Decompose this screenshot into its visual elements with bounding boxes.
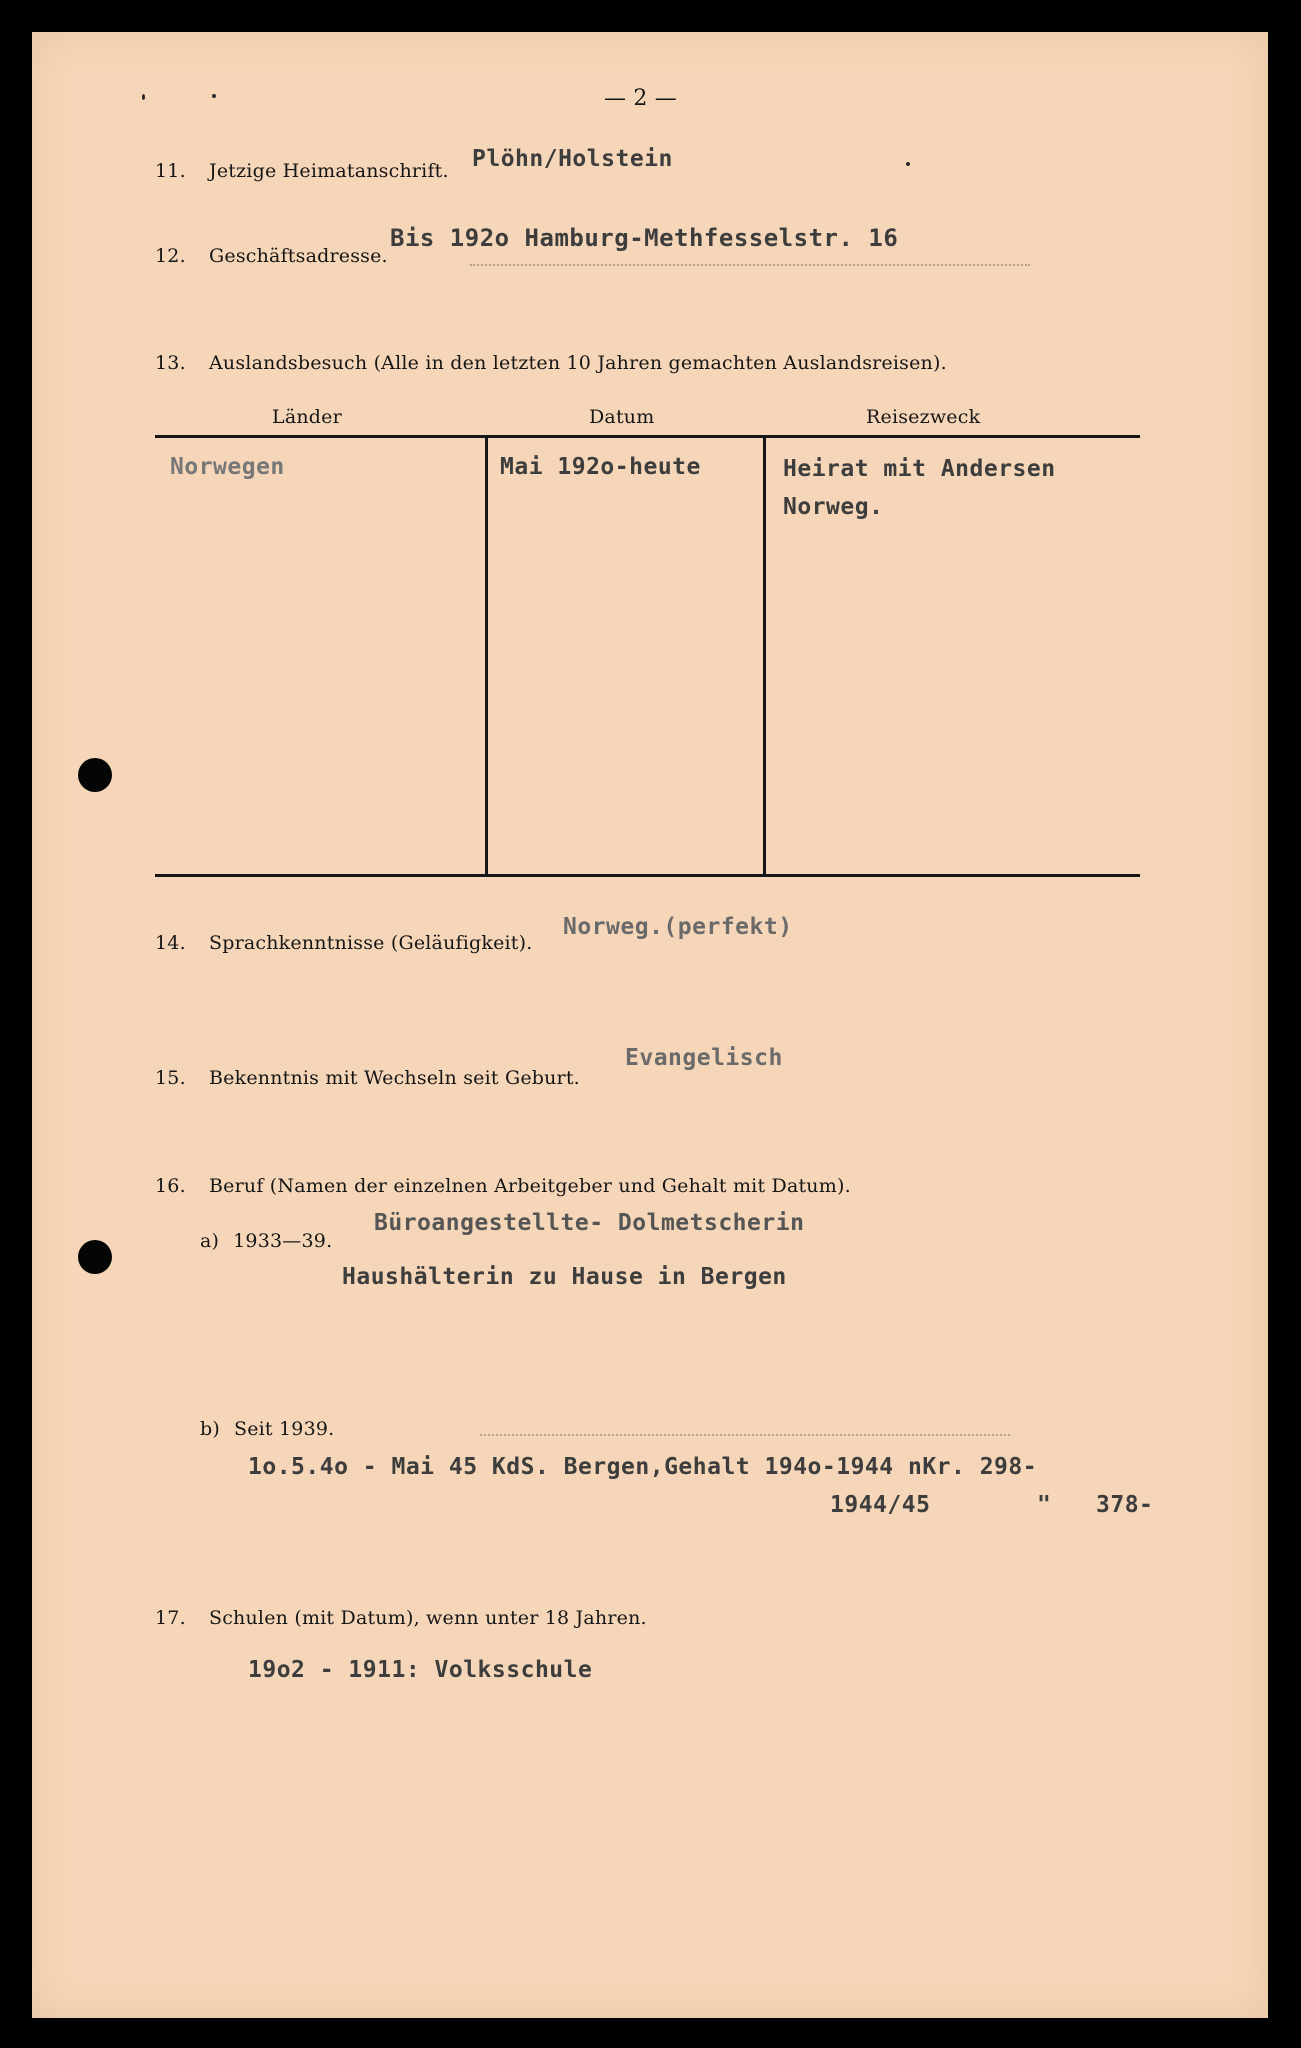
travel-country: Norwegen: [170, 454, 285, 480]
travel-purpose-line2: Norweg.: [783, 494, 884, 520]
beruf-a-line2: Haushälterin zu Hause in Bergen: [342, 1264, 787, 1290]
field-label: Auslandsbesuch (Alle in den letzten 10 Jahren gemachten Auslandsreisen).: [209, 352, 947, 374]
travel-date: Mai 192o-heute: [500, 454, 701, 480]
field-label: Bekenntnis mit Wechseln seit Geburt.: [209, 1067, 580, 1089]
field-17-label: [155, 1607, 647, 1629]
sub-item-period: 1933—39.: [233, 1230, 333, 1252]
heimatanschrift-value: Plöhn/Holstein: [472, 146, 673, 172]
ink-speck: [142, 94, 145, 100]
geschaeftsadresse-value: Bis 192o Hamburg-Methfesselstr. 16: [390, 224, 899, 252]
field-number: 17.: [155, 1607, 186, 1629]
table-header-datum: Datum: [589, 406, 655, 428]
sprachkenntnisse-value: Norweg.(perfekt): [563, 914, 793, 940]
field-12-label: [155, 245, 388, 267]
ink-speck: [906, 162, 910, 166]
field-14-label: [155, 932, 533, 954]
table-column-divider: [485, 437, 488, 874]
field-label: Jetzige Heimatanschrift.: [209, 160, 449, 182]
field-number: 11.: [155, 160, 186, 182]
table-header-reisezweck: Reisezweck: [866, 406, 981, 428]
table-bottom-rule: [155, 874, 1140, 877]
beruf-b-line2-amount: 378-: [1096, 1492, 1154, 1518]
bekenntnis-value: Evangelisch: [625, 1045, 783, 1071]
sub-item-letter: b): [200, 1418, 220, 1440]
field-label: Geschäftsadresse.: [209, 245, 388, 267]
beruf-a-line1: Büroangestellte- Dolmetscherin: [374, 1210, 805, 1236]
schulen-value: 19o2 - 1911: Volksschule: [248, 1657, 593, 1683]
field-15-label: [155, 1067, 580, 1089]
ink-speck: [212, 94, 216, 98]
punch-hole-top: [78, 758, 112, 792]
field-number: 14.: [155, 932, 186, 954]
field-number: 16.: [155, 1175, 186, 1197]
field-13-label: [155, 352, 947, 374]
sub-item-period: Seit 1939.: [233, 1418, 335, 1440]
dotted-line: [470, 262, 1030, 266]
field-16b-period: [200, 1418, 334, 1440]
field-number: 15.: [155, 1067, 186, 1089]
field-number: 13.: [155, 352, 186, 374]
page-number: — 2 —: [604, 86, 677, 111]
sub-item-letter: a): [200, 1230, 220, 1252]
field-label: Sprachkenntnisse (Geläufigkeit).: [209, 932, 533, 954]
beruf-b-line2-period: 1944/45: [830, 1492, 931, 1518]
table-header-laender: Länder: [272, 406, 342, 428]
travel-purpose-line1: Heirat mit Andersen: [783, 456, 1056, 482]
beruf-b-line2-ditto: ": [1037, 1492, 1052, 1518]
field-label: Schulen (mit Datum), wenn unter 18 Jahren.: [209, 1607, 647, 1629]
document-page: [32, 32, 1268, 2018]
punch-hole-bottom: [78, 1240, 112, 1274]
field-11-label: [155, 160, 449, 182]
field-number: 12.: [155, 245, 186, 267]
field-label: Beruf (Namen der einzelnen Arbeitgeber und Gehalt mit Datum).: [209, 1175, 851, 1197]
table-column-divider: [763, 437, 766, 874]
dotted-line: [480, 1432, 1010, 1436]
beruf-b-line1: 1o.5.4o - Mai 45 KdS. Bergen,Gehalt 194o-1944 nKr. 298-: [248, 1454, 1038, 1480]
field-16a-period: [200, 1230, 332, 1252]
table-top-rule: [155, 435, 1140, 438]
field-16-label: [155, 1175, 851, 1197]
